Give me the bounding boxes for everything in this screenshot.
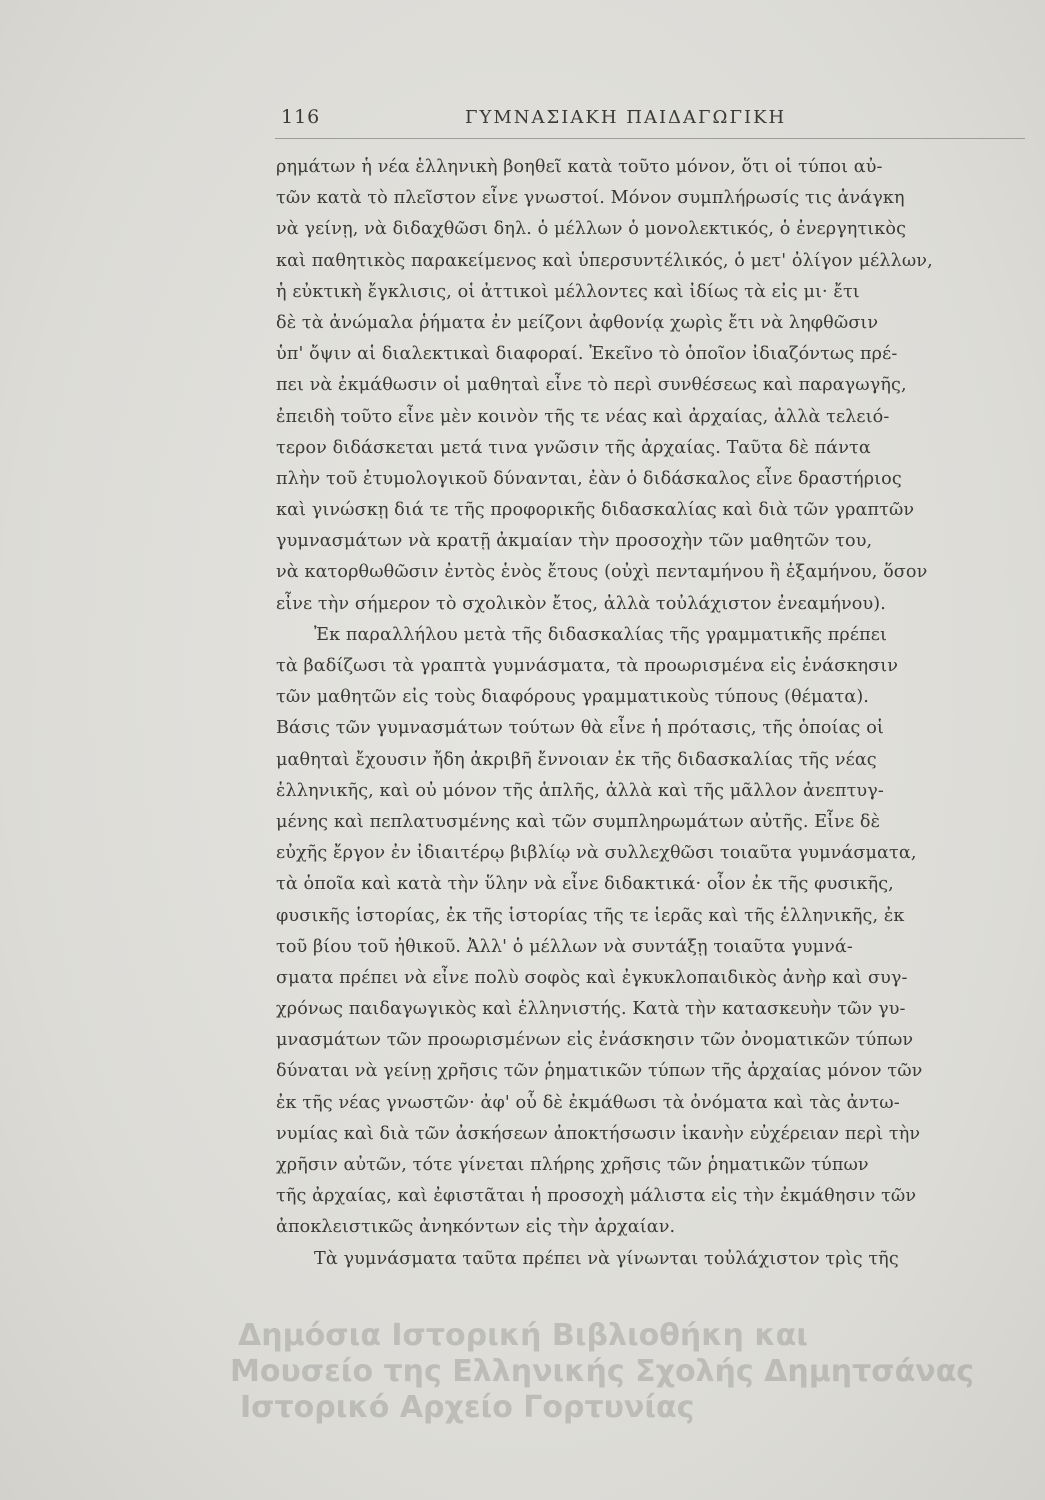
text-line: πλὴν τοῦ ἐτυμολογικοῦ δύνανται, ἐὰν ὁ διδάσκαλος εἶνε δραστήριος: [276, 468, 902, 489]
text-line: μαθηταὶ ἔχουσιν ἤδη ἀκριβῆ ἔννοιαν ἐκ τῆς διδασκαλίας τῆς νέας: [276, 749, 877, 770]
watermark-line: Μουσείο της Ελληνικής Σχολής Δημητσάνας: [230, 1354, 975, 1389]
header-rule: [275, 138, 1025, 139]
text-line: καὶ γινώσκῃ διά τε τῆς προφορικῆς διδασκαλίας καὶ διὰ τῶν γραπτῶν: [276, 500, 915, 521]
text-line: ρημάτων ἡ νέα ἑλληνικὴ βοηθεῖ κατὰ τοῦτο μόνον, ὅτι οἱ τύποι αὐ-: [276, 157, 883, 177]
watermark-line: Δημόσια Ιστορική Βιβλιοθήκη και: [238, 1318, 808, 1353]
text-line: τῆς ἀρχαίας, καὶ ἐφιστᾶται ἡ προσοχὴ μάλιστα εἰς τὴν ἐκμάθησιν τῶν: [276, 1186, 917, 1207]
text-line: τῶν μαθητῶν εἰς τοὺς διαφόρους γραμματικοὺς τύπους (θέματα).: [276, 687, 870, 708]
running-title: ΓΥΜΝΑΣΙΑΚΗ ΠΑΙΔΑΓΩΓΙΚΗ: [465, 107, 787, 128]
text-line: τοῦ βίου τοῦ ἠθικοῦ. Ἀλλ' ὁ μέλλων νὰ συντάξῃ τοιαῦτα γυμνά-: [276, 936, 853, 957]
text-line: τῶν κατὰ τὸ πλεῖστον εἶνε γνωστοί. Μόνον συμπλήρωσίς τις ἀνάγκη: [276, 188, 905, 209]
text-line: μνασμάτων τῶν προωρισμένων εἰς ἐνάσκησιν τῶν ὀνοματικῶν τύπων: [276, 1030, 914, 1051]
page-number: 116: [281, 106, 321, 128]
library-watermark: [230, 1318, 1020, 1426]
watermark-line: Ιστορικό Αρχείο Γορτυνίας: [240, 1390, 695, 1425]
body-text: [276, 152, 1024, 1275]
text-line: χρόνως παιδαγωγικὸς καὶ ἑλληνιστής. Κατὰ τὴν κατασκευὴν τῶν γυ-: [276, 999, 906, 1020]
text-line: τὰ βαδίζωσι τὰ γραπτὰ γυμνάσματα, τὰ προωρισμένα εἰς ἐνάσκησιν: [276, 656, 899, 676]
text-line: μένης καὶ πεπλατυσμένης καὶ τῶν συμπληρωμάτων αὐτῆς. Εἶνε δὲ: [276, 811, 881, 832]
text-line: ὑπ' ὄψιν αἱ διαλεκτικαὶ διαφοραί. Ἐκεῖνο τὸ ὁποῖον ἰδιαζόντως πρέ-: [276, 344, 898, 365]
page-header: [275, 106, 1025, 136]
text-line: νὰ κατορθωθῶσιν ἐντὸς ἑνὸς ἔτους (οὐχὶ πενταμήνου ἢ ἑξαμήνου, ὅσον: [276, 562, 928, 583]
text-line: εὐχῆς ἔργον ἐν ἰδιαιτέρῳ βιβλίῳ νὰ συλλεχθῶσι τοιαῦτα γυμνάσματα,: [276, 843, 917, 864]
text-line: φυσικῆς ἱστορίας, ἐκ τῆς ἱστορίας τῆς τε ἱερᾶς καὶ τῆς ἑλληνικῆς, ἐκ: [276, 905, 905, 926]
text-line: τερον διδάσκεται μετά τινα γνῶσιν τῆς ἀρχαίας. Ταῦτα δὲ πάντα: [276, 437, 871, 458]
text-line: δύναται νὰ γείνῃ χρῆσις τῶν ῥηματικῶν τύπων τῆς ἀρχαίας μόνον τῶν: [276, 1061, 923, 1082]
text-line: νυμίας καὶ διὰ τῶν ἀσκήσεων ἀποκτήσωσιν ἱκανὴν εὐχέρειαν περὶ τὴν: [276, 1123, 921, 1144]
text-line: ἑλληνικῆς, καὶ οὐ μόνον τῆς ἁπλῆς, ἀλλὰ καὶ τῆς μᾶλλον ἀνεπτυγ-: [276, 780, 884, 801]
text-line: σματα πρέπει νὰ εἶνε πολὺ σοφὸς καὶ ἐγκυκλοπαιδικὸς ἀνὴρ καὶ συγ-: [276, 967, 908, 988]
text-line: γυμνασμάτων νὰ κρατῇ ἀκμαίαν τὴν προσοχὴν τῶν μαθητῶν του,: [276, 531, 873, 552]
text-line: ἐπειδὴ τοῦτο εἶνε μὲν κοινὸν τῆς τε νέας καὶ ἀρχαίας, ἀλλὰ τελειό-: [276, 406, 890, 427]
text-line: ἐκ τῆς νέας γνωστῶν· ἀφ' οὗ δὲ ἐκμάθωσι τὰ ὀνόματα καὶ τὰς ἀντω-: [276, 1092, 900, 1113]
text-line: καὶ παθητικὸς παρακείμενος καὶ ὑπερσυντέλικός, ὁ μετ' ὀλίγον μέλλων,: [276, 250, 933, 271]
paragraph-start-line: Ἐκ παραλλήλου μετὰ τῆς διδασκαλίας τῆς γραμματικῆς πρέπει: [314, 624, 887, 645]
text-line: εἶνε τὴν σήμερον τὸ σχολικὸν ἔτος, ἀλλὰ τοὐλάχιστον ἐνεαμήνου).: [276, 593, 886, 614]
text-line: πει νὰ ἐκμάθωσιν οἱ μαθηταὶ εἶνε τὸ περὶ συνθέσεως καὶ παραγωγῆς,: [276, 375, 907, 396]
text-line: δὲ τὰ ἀνώμαλα ῥήματα ἐν μείζονι ἀφθονίᾳ χωρὶς ἔτι νὰ ληφθῶσιν: [276, 312, 879, 333]
text-line: Βάσις τῶν γυμνασμάτων τούτων θὰ εἶνε ἡ πρότασις, τῆς ὁποίας οἱ: [276, 718, 884, 739]
text-line: νὰ γείνῃ, νὰ διδαχθῶσι δηλ. ὁ μέλλων ὁ μονολεκτικός, ὁ ἐνεργητικὸς: [276, 219, 907, 240]
text-line: ἀποκλειστικῶς ἀνηκόντων εἰς τὴν ἀρχαίαν.: [276, 1217, 676, 1238]
paragraph-start-line: Τὰ γυμνάσματα ταῦτα πρέπει νὰ γίνωνται τοὐλάχιστον τρὶς τῆς: [314, 1248, 899, 1269]
text-line: χρῆσιν αὐτῶν, τότε γίνεται πλήρης χρῆσις τῶν ῥηματικῶν τύπων: [276, 1155, 869, 1175]
text-line: ἡ εὐκτικὴ ἔγκλισις, οἱ ἀττικοὶ μέλλοντες καὶ ἰδίως τὰ εἰς μι· ἔτι: [276, 281, 860, 302]
text-line: τὰ ὁποῖα καὶ κατὰ τὴν ὕλην νὰ εἶνε διδακτικά· οἷον ἐκ τῆς φυσικῆς,: [276, 874, 894, 895]
